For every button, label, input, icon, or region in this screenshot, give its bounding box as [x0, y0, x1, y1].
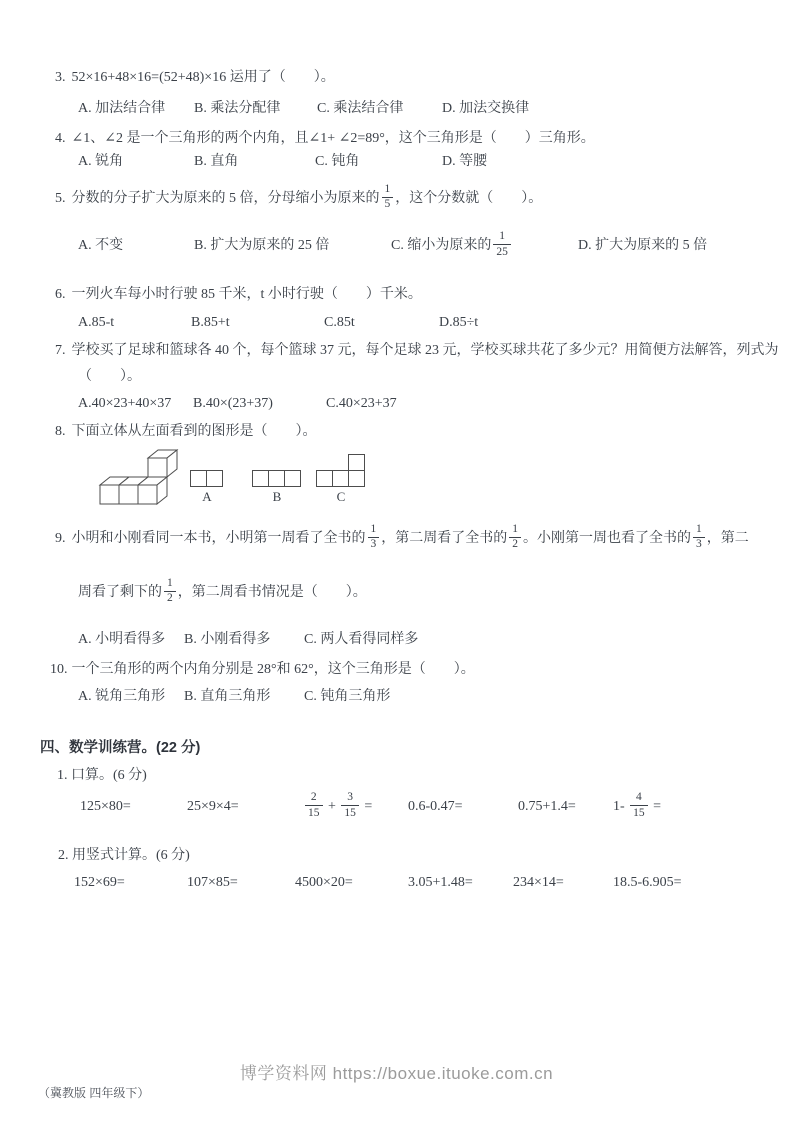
question-9-text-line2: 周看了剩下的 $\frac{1}{2}$ ，第二周看书情况是（ ）。	[78, 576, 367, 605]
question-4-options	[78, 152, 487, 172]
option-item: C. 乘法结合律	[317, 101, 404, 116]
fraction: $\frac{1}{3}$	[693, 524, 705, 551]
option-item: B. 乘法分配律	[194, 101, 281, 116]
option-item: A. 不变	[78, 238, 124, 254]
option-item: D. 等腰	[442, 154, 488, 169]
option-item: B. 直角	[194, 154, 239, 169]
option-item: 0.6-0.47=	[408, 799, 463, 815]
fraction: $\frac{1}{2}$	[164, 578, 176, 605]
fraction: $\frac{1}{2}$	[509, 524, 521, 551]
question-5-text: 分数的分子扩大为原来的 5 倍，分母缩小为原来的 $\frac{1}{5}$ ，这个分数就（ ）。	[71, 182, 543, 211]
view-option-a-figure	[190, 470, 224, 504]
view-option-b-figure	[252, 470, 302, 504]
edition-label: （冀教版 四年级下）	[38, 1086, 150, 1100]
question-6-number: 6.	[55, 287, 66, 302]
option-item: 1- $\frac{4}{15}$ =	[613, 791, 662, 819]
question-4-number: 4.	[55, 131, 66, 146]
question-6	[55, 285, 793, 305]
option-item: $\frac{2}{15}$ + $\frac{3}{15}$ =	[303, 792, 408, 822]
question-10-number: 10.	[50, 662, 68, 677]
question-6-text: 一列火车每小时行驶 85 千米，t 小时行驶（ ）千米。	[71, 287, 422, 302]
question-9-number: 9.	[55, 531, 66, 546]
option-item: C. 两人看得同样多	[304, 632, 419, 647]
option-item: 234×14=	[513, 875, 564, 890]
figure-label-c: C	[336, 489, 346, 504]
option-item: 18.5-6.905=	[613, 875, 682, 890]
question-8-text: 下面立体从左面看到的图形是（ ）。	[71, 424, 317, 439]
question-6-options	[78, 313, 478, 333]
question-10-options	[78, 687, 390, 707]
question-3-text: 52×16+48×16=(52+48)×16 运用了（ ）。	[71, 70, 335, 85]
question-8	[55, 422, 793, 442]
question-10-text: 一个三角形的两个内角分别是 28°和 62°，这个三角形是（ ）。	[71, 662, 475, 677]
figure-label-b: B	[272, 489, 282, 504]
option-item: D. 扩大为原来的 5 倍	[578, 238, 708, 254]
figure-label-a: A	[202, 489, 212, 504]
question-5	[55, 182, 793, 216]
oral-calc-problems	[80, 792, 661, 822]
fraction: $\frac{2}{15}$	[305, 792, 323, 819]
question-3-options	[78, 99, 529, 119]
option-item: B.40×(23+37)	[193, 396, 273, 411]
question-7	[55, 341, 793, 361]
question-3	[55, 68, 793, 88]
fraction: $\frac{1}{3}$	[368, 524, 380, 551]
option-item: 152×69=	[74, 875, 125, 890]
question-9	[55, 522, 793, 556]
option-item: D. 加法交换律	[442, 101, 530, 116]
question-9-options	[78, 630, 418, 650]
option-item: C. 钝角	[315, 154, 360, 169]
option-item: A.40×23+40×37	[78, 396, 172, 411]
cube-solid-drawing	[94, 446, 186, 506]
question-10	[50, 660, 793, 680]
option-item: C.85t	[324, 315, 355, 330]
two-squares-drawing	[190, 470, 224, 488]
option-item: 0.75+1.4=	[518, 799, 576, 815]
cube-solid-figure	[94, 446, 186, 506]
option-item: A.85-t	[78, 315, 115, 330]
option-item: C. 缩小为原来的 $\frac{1}{25}$	[391, 231, 578, 261]
question-3-number: 3.	[55, 70, 66, 85]
option-item: 4500×20=	[295, 875, 353, 890]
option-item: B. 小刚看得多	[184, 632, 271, 647]
option-item: D.85÷t	[439, 315, 479, 330]
option-item: A. 锐角	[78, 154, 124, 169]
fraction: $\frac{3}{15}$	[341, 792, 359, 819]
fraction: $\frac{1}{5}$	[382, 184, 394, 211]
three-squares-drawing	[252, 470, 302, 488]
l-shape-squares-drawing	[316, 454, 366, 488]
question-7-text-line1: 学校买了足球和篮球各 40 个，每个篮球 37 元，每个足球 23 元，学校买球共花了多少元？用简便方法解答，列式为	[71, 343, 779, 358]
vertical-calc-problems	[74, 873, 682, 893]
vertical-calc-subheading: 2. 用竖式计算。(6 分)	[58, 848, 190, 863]
option-item: C. 钝角三角形	[304, 689, 391, 704]
option-item: B. 扩大为原来的 25 倍	[194, 238, 330, 254]
question-7-text-line2: （ ）。	[78, 369, 141, 384]
section-4-heading: 四、数学训练营。(22 分)	[40, 740, 201, 756]
question-7-number: 7.	[55, 343, 66, 358]
option-item: C.40×23+37	[326, 396, 397, 411]
oral-calc-subheading: 1. 口算。(6 分)	[57, 768, 147, 783]
option-item: A. 加法结合律	[78, 101, 166, 116]
watermark-text: 博学资料网 https://boxue.ituoke.com.cn	[239, 1064, 554, 1083]
option-item: B. 直角三角形	[184, 689, 271, 704]
option-item: A. 小明看得多	[78, 632, 166, 647]
question-8-number: 8.	[55, 424, 66, 439]
question-5-number: 5.	[55, 191, 66, 206]
question-7-options	[78, 394, 397, 414]
fraction: $\frac{4}{15}$	[630, 792, 648, 819]
option-item: 125×80=	[80, 799, 131, 815]
option-item: A. 锐角三角形	[78, 689, 166, 704]
option-item: 107×85=	[187, 875, 238, 890]
question-4	[55, 129, 793, 149]
question-5-options	[78, 231, 707, 261]
option-item: 25×9×4=	[187, 799, 239, 815]
view-option-c-figure	[316, 454, 366, 504]
option-item: B.85+t	[191, 315, 230, 330]
question-9-text-line1: 小明和小刚看同一本书，小明第一周看了全书的 $\frac{1}{3}$ ，第二周看了全书的 $\frac{1}{2}$ 。小刚第一周也看了全书的 $\frac{1}{3}$ ，第二	[71, 522, 749, 551]
fraction: $\frac{1}{25}$	[493, 231, 511, 258]
option-item: 3.05+1.48=	[408, 875, 473, 890]
question-4-text: ∠1、∠2 是一个三角形的两个内角，且∠1+ ∠2=89°，这个三角形是（ ）三角形。	[71, 131, 595, 146]
